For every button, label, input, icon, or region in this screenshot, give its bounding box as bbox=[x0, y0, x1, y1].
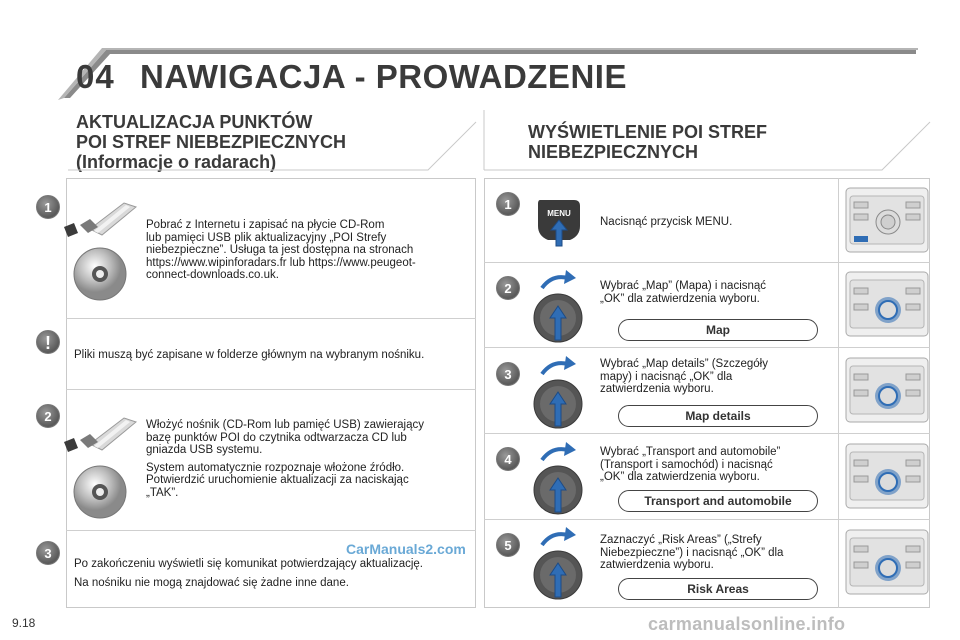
right-step-5-badge: 5 bbox=[496, 533, 520, 557]
left-heading-frame bbox=[66, 106, 478, 172]
right-heading-line-2: NIEBEZPIECZNYCH bbox=[528, 142, 699, 162]
right-heading-line-1: WYŚWIETLENIE POI STREF bbox=[528, 122, 768, 142]
left-step-1-line-4: https://www.wipinforadars.fr lub https://www.peugeot- bbox=[146, 256, 416, 269]
right-step-4-line-2: (Transport i samochód) i nacisnąć bbox=[600, 458, 773, 471]
radio-panel-menu-icon bbox=[844, 186, 930, 254]
page-title: NAWIGACJA - PROWADZENIE bbox=[140, 58, 627, 95]
right-step-3-text bbox=[600, 358, 830, 396]
left-step-2b-line-3: „TAK”. bbox=[146, 486, 179, 499]
radio-panel-knob-icon bbox=[844, 528, 930, 596]
cd-disc-icon bbox=[72, 246, 128, 302]
left-divider-1 bbox=[66, 318, 476, 319]
right-step-2-badge: 2 bbox=[496, 276, 520, 300]
rotary-knob-icon bbox=[528, 438, 588, 518]
right-step-5-line-3: zatwierdzenia wyboru. bbox=[600, 559, 714, 571]
radio-panel-knob-icon bbox=[844, 270, 930, 338]
left-step-3-badge: 3 bbox=[36, 541, 60, 565]
right-step-5-line-2: Niebezpieczne”) i nacisnąć „OK” dla bbox=[600, 546, 784, 559]
left-step-1-badge: 1 bbox=[36, 195, 60, 219]
left-step-2-line-1: Włożyć nośnik (CD-Rom lub pamięć USB) zawierający bbox=[146, 419, 424, 431]
right-step-1-line-1: Nacisnąć przycisk MENU. bbox=[600, 216, 733, 228]
menu-option-map[interactable]: Map bbox=[618, 319, 818, 341]
left-step-2-text bbox=[146, 419, 466, 499]
left-divider-2 bbox=[66, 389, 476, 390]
right-step-4-line-3: „OK” dla zatwierdzenia wyboru. bbox=[600, 471, 760, 483]
rotary-knob-icon bbox=[528, 523, 588, 603]
site-watermark: carmanualsonline.info bbox=[648, 614, 846, 634]
right-step-4-badge: 4 bbox=[496, 447, 520, 471]
right-step-3-line-3: zatwierdzenia wyboru. bbox=[600, 383, 714, 395]
right-step-5-line-1: Zaznaczyć „Risk Areas” („Strefy bbox=[600, 534, 762, 546]
rotary-knob-icon bbox=[528, 352, 588, 432]
left-step-2-line-3: gniazda USB systemu. bbox=[146, 444, 263, 456]
left-step-2-badge: 2 bbox=[36, 404, 60, 428]
radio-panel-knob-icon bbox=[844, 442, 930, 510]
left-step-3-text bbox=[74, 558, 474, 589]
cd-disc-icon bbox=[72, 464, 128, 520]
left-step-1-line-2: lub pamięci USB plik aktualizacyjny „POI Strefy bbox=[146, 231, 387, 244]
left-step-3-line-1: Po zakończeniu wyświetli się komunikat potwierdzający aktualizację. bbox=[74, 558, 423, 570]
right-step-2-line-2: „OK” dla zatwierdzenia wyboru. bbox=[600, 292, 760, 305]
right-step-3-line-1: Wybrać „Map details” (Szczegóły bbox=[600, 358, 768, 370]
left-step-1-line-3: niebezpieczne”. Usługa ta jest dostępna na stronach bbox=[146, 244, 414, 256]
right-step-2-line-1: Wybrać „Map” (Mapa) i nacisnąć bbox=[600, 280, 767, 292]
left-step-3b-line-1: Na nośniku nie mogą znajdować się żadne inne dane. bbox=[74, 576, 349, 589]
left-step-2-line-2: bazę punktów POI do czytnika odtwarzacza CD lub bbox=[146, 431, 407, 444]
right-divider-1 bbox=[484, 262, 930, 263]
usb-stick-icon bbox=[60, 195, 140, 241]
usb-stick-icon bbox=[60, 410, 140, 456]
left-step-1-text bbox=[146, 219, 466, 282]
right-column-divider bbox=[838, 178, 839, 608]
left-step-1-line-5: connect-downloads.co.uk. bbox=[146, 269, 279, 281]
left-divider-3 bbox=[66, 530, 476, 531]
right-step-3-line-2: mapy) i nacisnąć „OK” dla bbox=[600, 370, 733, 383]
left-heading-line-1: AKTUALIZACJA PUNKTÓW bbox=[76, 112, 313, 132]
right-step-1-text bbox=[600, 216, 830, 229]
menu-option-transport-and-automobile[interactable]: Transport and automobile bbox=[618, 490, 818, 512]
menu-option-map-details[interactable]: Map details bbox=[618, 405, 818, 427]
left-step-1-line-1: Pobrać z Internetu i zapisać na płycie CD-Rom bbox=[146, 219, 385, 231]
left-warning-text bbox=[74, 349, 474, 362]
right-step-4-text bbox=[600, 446, 830, 484]
left-warning-line-1: Pliki muszą być zapisane w folderze głównym na wybranym nośniku. bbox=[74, 349, 425, 361]
page-number: 9.18 bbox=[12, 616, 36, 630]
right-divider-3 bbox=[484, 433, 930, 434]
rotary-knob-icon bbox=[528, 266, 588, 346]
right-step-4-line-1: Wybrać „Transport and automobile” bbox=[600, 446, 781, 458]
left-step-2b-line-2: Potwierdzić uruchomienie aktualizacji za naciskając bbox=[146, 474, 409, 486]
left-heading-line-3: (Informacje o radarach) bbox=[76, 152, 277, 172]
left-step-2b-line-1: System automatycznie rozpoznaje włożone źródło. bbox=[146, 461, 405, 474]
menu-key-icon bbox=[534, 196, 584, 248]
right-step-5-text bbox=[600, 534, 830, 572]
menu-option-risk-areas[interactable]: Risk Areas bbox=[618, 578, 818, 600]
left-heading-line-2: POI STREF NIEBEZPIECZNYCH bbox=[76, 132, 347, 152]
right-divider-4 bbox=[484, 519, 930, 520]
warning-icon: ! bbox=[36, 330, 60, 354]
right-step-3-badge: 3 bbox=[496, 362, 520, 386]
chapter-number: 04 bbox=[76, 58, 115, 95]
right-step-1-badge: 1 bbox=[496, 192, 520, 216]
radio-panel-knob-icon bbox=[844, 356, 930, 424]
right-divider-2 bbox=[484, 347, 930, 348]
right-step-2-text bbox=[600, 280, 830, 305]
right-heading-frame bbox=[482, 106, 932, 172]
watermark-text: CarManuals2.com bbox=[346, 541, 466, 557]
menu-key-label: MENU bbox=[547, 209, 571, 218]
